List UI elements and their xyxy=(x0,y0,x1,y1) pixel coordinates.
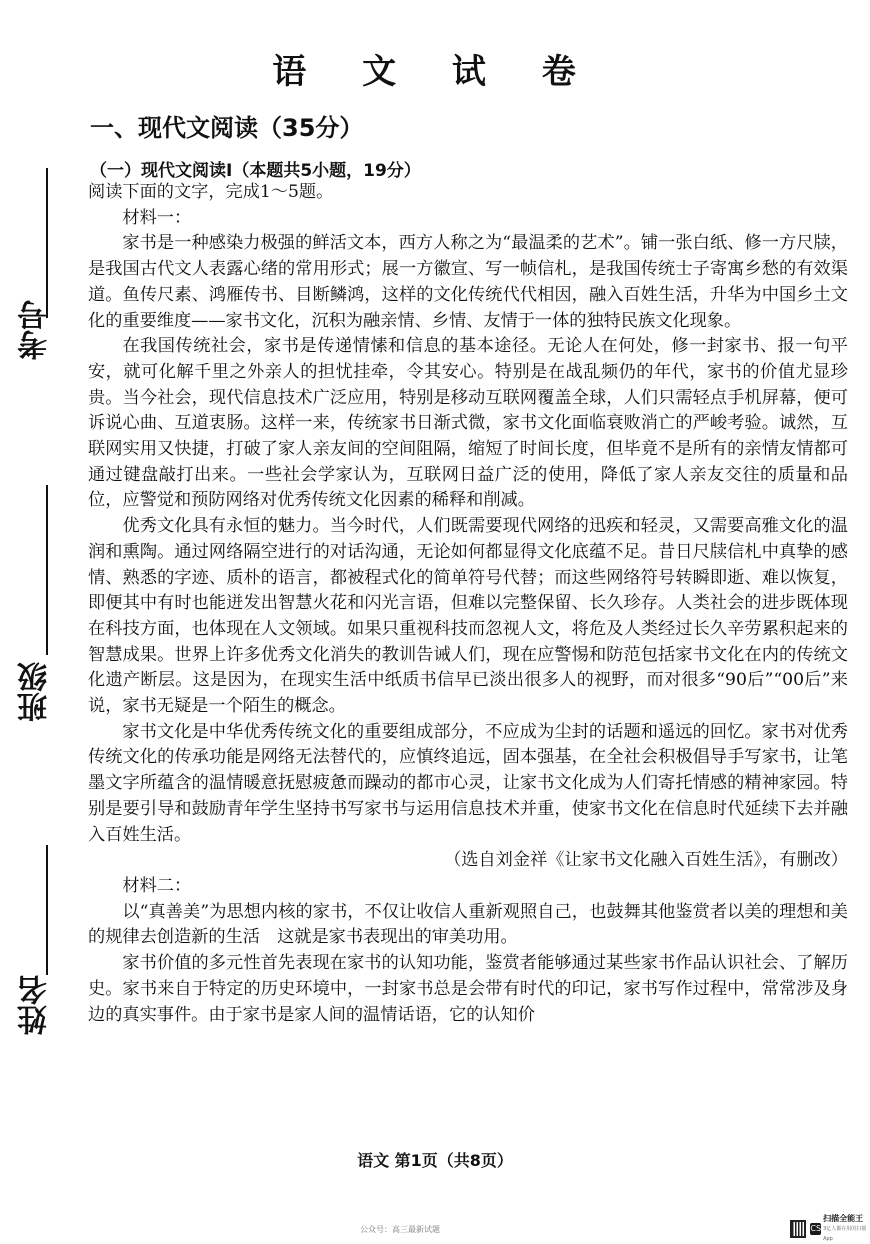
sub-heading: （一）现代文阅读Ⅰ（本题共5小题，19分） xyxy=(90,161,421,181)
class-line xyxy=(46,485,48,655)
name-line xyxy=(46,845,48,975)
page-title: 语 文 试 卷 xyxy=(272,52,598,92)
material2-paragraph: 以“真善美”为思想内核的家书，不仅让收信人重新观照自己，也鼓舞其他鉴赏者以美的理想和美的规律去创造新的生活 这就是家书表现出的审美功用。 xyxy=(88,901,848,948)
scanner-watermark xyxy=(790,1214,870,1244)
material2-paragraph: 家书价值的多元性首先表现在家书的认知功能，鉴赏者能够通过某些家书作品认识社会、了解历史。家书来自于特定的历史环境中，一封家书总是会带有时代的印记，家书写作过程中，常常涉及身边的真实事件。由于家书是家人间的温情话语，它的认知价 xyxy=(88,953,848,1025)
page-footer: 语文 第1页（共8页） xyxy=(357,1151,513,1170)
scanner-logo-icon: CS xyxy=(810,1224,822,1233)
exam-no-label: 考号 xyxy=(18,300,53,360)
instruction: 阅读下面的文字，完成1～5题。 xyxy=(88,182,334,202)
material1-paragraph: 家书是一种感染力极强的鲜活文本，西方人称之为“最温柔的艺术”。铺一张白纸、修一方尺牍，是我国古代文人表露心绪的常用形式；展一方徽宣、写一帧信札，是我国传统士子寄寓乡愁的有效渠道。鱼传尺素、鸿雁传书、目断鳞鸿，这样的文化传统代代相因，融入百姓生活，升华为中国乡土文化的重要维度——家书文化，沉积为融亲情、乡情、友情于一体的独特民族文化现象。 xyxy=(88,233,848,331)
qr-code-icon xyxy=(790,1220,806,1238)
material1-paragraph: 家书文化是中华优秀传统文化的重要组成部分，不应成为尘封的话题和遥远的回忆。家书对优秀传统文化的传承功能是网络无法替代的，应慎终追远，固本强基，在全社会积极倡导手写家书，让笔墨文字所蕴含的温情暖意抚慰疲惫而躁动的都市心灵，让家书文化成为人们寄托情感的精神家园。特别是要引导和鼓励青年学生坚持书写家书与运用信息技术并重，使家书文化在信息时代延续下去并融入百姓生活。 xyxy=(88,721,848,845)
scanner-tagline: 3亿人都在用的扫描App xyxy=(823,1226,867,1242)
exam-no-line xyxy=(46,168,48,318)
name-label: 姓名 xyxy=(18,975,53,1035)
scanner-text xyxy=(823,1214,870,1244)
class-label: 班级 xyxy=(18,662,53,722)
material1-source: （选自刘金祥《让家书文化融入百姓生活》，有删改） xyxy=(444,850,848,871)
scanner-brand: 扫描全能王 xyxy=(823,1214,864,1223)
material1-paragraph: 在我国传统社会，家书是传递情愫和信息的基本途径。无论人在何处，修一封家书、报一句平安，就可化解千里之外亲人的担忧挂牵，令其安心。特别是在战乱频仍的年代，家书的价值尤显珍贵。当今社会，现代信息技术广泛应用，特别是移动互联网覆盖全球，人们只需轻点手机屏幕，便可诉说心曲、互道衷肠。这样一来，传统家书日渐式微，家书文化面临衰败消亡的严峻考验。诚然，互联网实用又快捷，打破了家人亲友间的空间阻隔，缩短了时间长度，但毕竟不是所有的亲情友情都可通过键盘敲打出来。一些社会学家认为，互联网日益广泛的使用，降低了家人亲友交往的质量和品位，应警觉和预防网络对优秀传统文化因素的稀释和削减。 xyxy=(88,336,848,511)
wechat-note: 公众号：高三最新试题 xyxy=(360,1225,440,1234)
reading-passage xyxy=(88,180,848,1028)
material1-label: 材料一： xyxy=(122,207,192,228)
material2-label: 材料二： xyxy=(122,875,192,896)
material1-paragraph: 优秀文化具有永恒的魅力。当今时代，人们既需要现代网络的迅疾和轻灵，又需要高雅文化的温润和熏陶。通过网络隔空进行的对话沟通，无论如何都显得文化底蕴不足。昔日尺牍信札中真挚的感情、熟悉的字迹、质朴的语言，都被程式化的简单符号代替；而这些网络符号转瞬即逝、难以恢复，即便其中有时也能迸发出智慧火花和闪光言语，但难以完整保留、长久珍存。人类社会的进步既体现在科技方面，也体现在人文领域。如果只重视科技而忽视人文，将危及人类经过长久辛劳累积起来的智慧成果。世界上许多优秀文化消失的教训告诫人们，现在应警惕和防范包括家书文化在内的传统文化遗产断层。这是因为，在现实生活中纸质书信早已淡出很多人的视野，而对很多“90后”“00后”来说，家书无疑是一个陌生的概念。 xyxy=(88,516,848,717)
section-heading: 一、现代文阅读（35分） xyxy=(90,114,364,142)
